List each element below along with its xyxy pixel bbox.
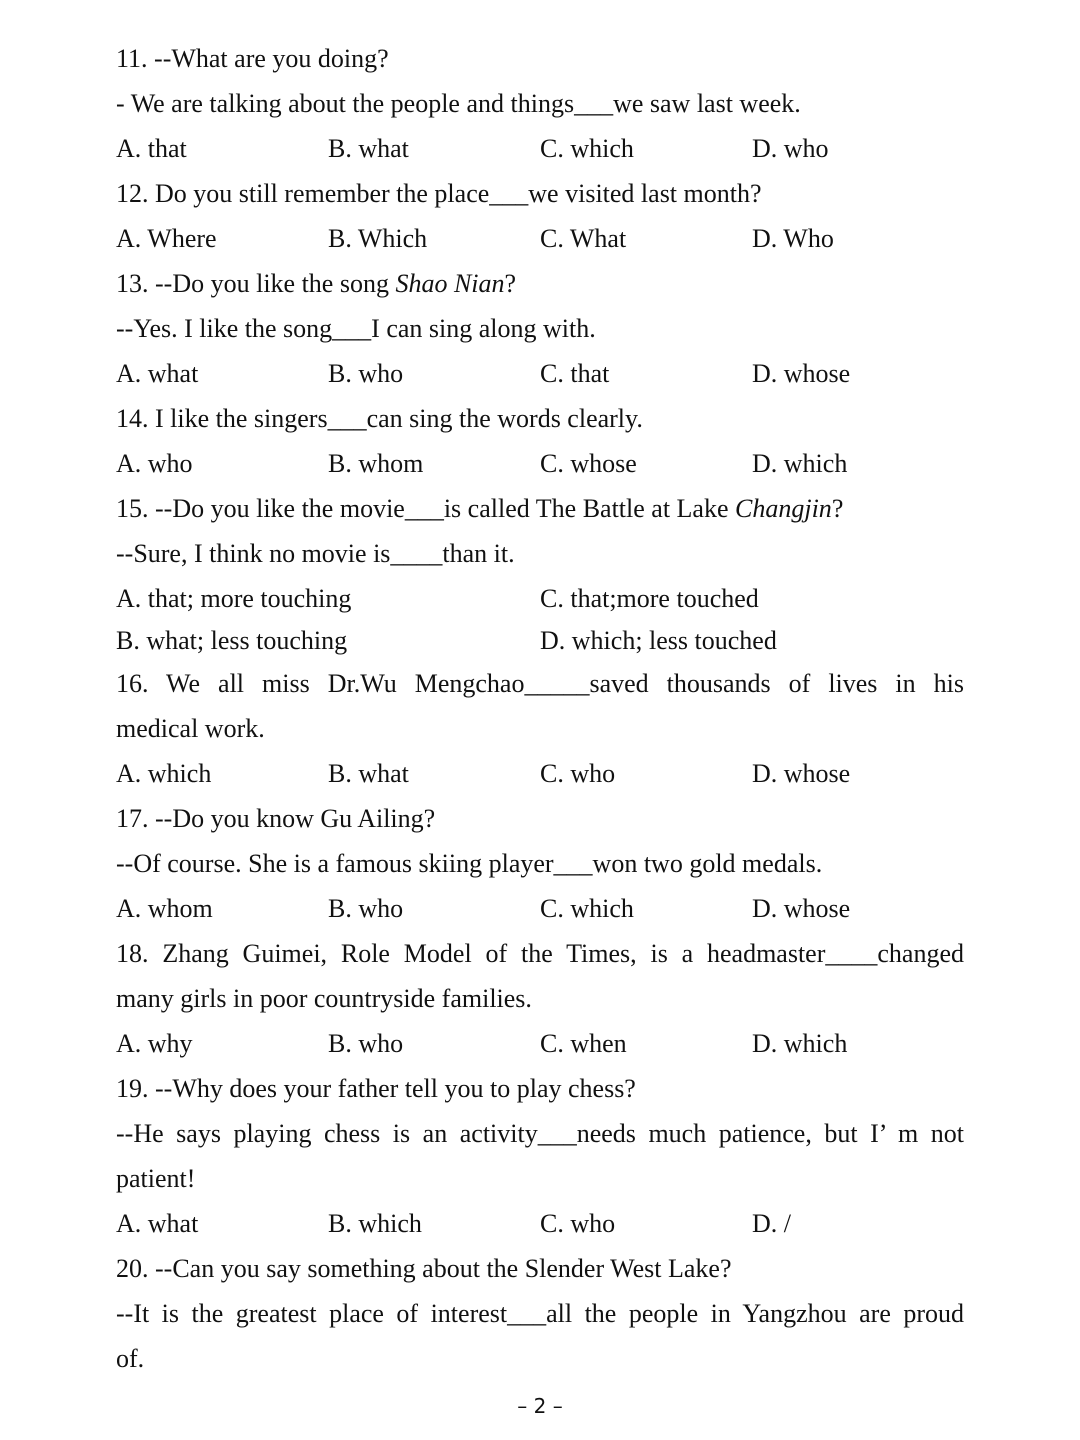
question-11-options [116,126,964,171]
question-13-options [116,351,964,396]
question-15-prompt [116,486,964,531]
option-b: B. Which [328,224,428,253]
question-16-options [116,751,964,796]
option-d: D. whose [752,759,851,788]
question-17-response: --Of course. She is a famous skiing player___won two gold medals. [116,849,823,878]
option-a: A. what [116,1209,199,1238]
option-b: B. what; less touching [116,626,348,655]
option-b: B. whom [328,449,424,478]
option-d: D. whose [752,894,851,923]
option-c: C. which [540,134,634,163]
song-title: Shao Nian [395,269,505,298]
question-20-prompt: 20. --Can you say something about the Slender West Lake? [116,1254,732,1283]
question-12-prompt: 12. Do you still remember the place___we visited last month? [116,179,762,208]
question-18-prompt: 18. Zhang Guimei, Role Model of the Times, is a headmaster____changed [116,939,964,968]
option-a: A. Where [116,224,217,253]
option-a: A. which [116,759,212,788]
question-19-prompt: 19. --Why does your father tell you to play chess? [116,1074,636,1103]
option-d: D. / [752,1209,791,1238]
question-13-prompt [116,261,964,306]
movie-title-lake-name: Changjin [735,494,832,523]
question-18-options [116,1021,964,1066]
option-b: B. who [328,894,404,923]
question-12-options [116,216,964,261]
question-19-options [116,1201,964,1246]
question-17-options [116,886,964,931]
option-a: A. whom [116,894,213,923]
option-a: A. who [116,449,193,478]
option-b: B. who [328,1029,404,1058]
question-13-response: --Yes. I like the song___I can sing along with. [116,314,596,343]
question-13-prompt-end: ? [504,269,517,298]
option-b: B. which [328,1209,422,1238]
option-d: D. Who [752,224,834,253]
option-c: C. whose [540,449,637,478]
question-16-prompt-continued: medical work. [116,714,265,743]
option-d: D. who [752,134,829,163]
option-c: C. who [540,759,616,788]
option-d: D. whose [752,359,851,388]
option-b: B. what [328,759,409,788]
question-18-prompt-continued: many girls in poor countryside families. [116,984,532,1013]
option-d: D. which [752,449,848,478]
option-c: C. when [540,1029,627,1058]
option-c: C. which [540,894,634,923]
question-11-prompt: 11. --What are you doing? [116,44,389,73]
question-16-prompt: 16. We all miss Dr.Wu Mengchao_____saved thousands of lives in his [116,669,964,698]
question-20-response: --It is the greatest place of interest___all the people in Yangzhou are proud [116,1299,964,1328]
question-13-prompt-start: 13. --Do you like the song [116,269,396,298]
question-20-response-continued: of. [116,1344,145,1373]
option-c: C. that;more touched [540,584,759,613]
question-14-prompt: 14. I like the singers___can sing the words clearly. [116,404,643,433]
question-14-options [116,441,964,486]
option-a: A. why [116,1029,193,1058]
question-15-options-row-1 [116,576,964,621]
option-a: A. that; more touching [116,584,352,613]
option-a: A. that [116,134,187,163]
page-number: – 2 – [517,1394,563,1418]
question-15-prompt-start: 15. --Do you like the movie___is called The Battle at Lake [116,494,736,523]
question-15-response: --Sure, I think no movie is____than it. [116,539,515,568]
option-b: B. who [328,359,404,388]
option-d: D. which; less touched [540,626,777,655]
option-c: C. What [540,224,627,253]
option-c: C. that [540,359,610,388]
question-15-prompt-end: ? [831,494,844,523]
question-15-options-row-2 [116,621,964,661]
option-a: A. what [116,359,199,388]
question-17-prompt: 17. --Do you know Gu Ailing? [116,804,436,833]
question-19-response-continued: patient! [116,1164,196,1193]
option-c: C. who [540,1209,616,1238]
exam-page [116,36,964,1381]
question-19-response: --He says playing chess is an activity___needs much patience, but I’ m not [116,1119,964,1148]
option-b: B. what [328,134,409,163]
question-11-response: - We are talking about the people and things___we saw last week. [116,89,801,118]
option-d: D. which [752,1029,848,1058]
